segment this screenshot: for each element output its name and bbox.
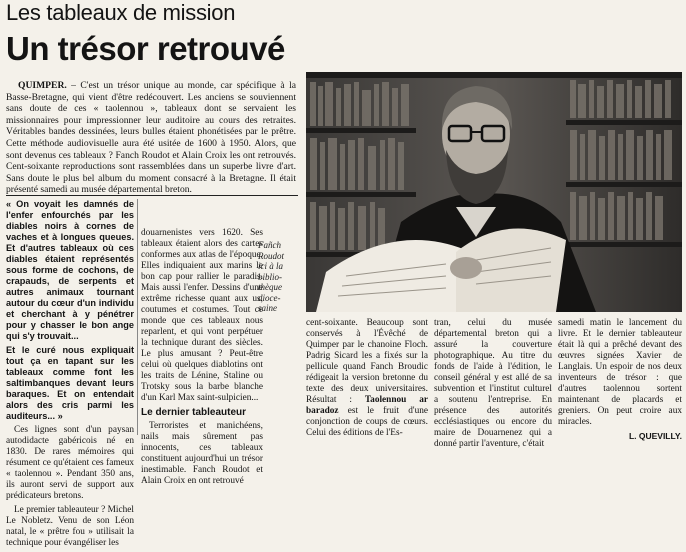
byline: L. QUEVILLY.: [628, 431, 682, 441]
photo-credit: [258, 240, 306, 314]
credit-line: Fañch: [258, 240, 281, 250]
column-5: [558, 318, 682, 445]
lead-text: – C'est un trésor unique au monde, car spécifique à la Basse-Bretagne, qui vient d'être redécouvert. Les anciens se souviennent sans doute de ces « taolennou », tableaux dont se servaient les missionnaires pour impressionner leur auditoire au cours des retraites. Véritables bandes dessinées, leurs bulles étaient phonétisées par le prêtre. Cette méthode audiovisuelle aura été usitée de 1600 à 1950. Alors, que sont devenus ces tableaux ? Fanch Roudot et Alain Croix les ont retrouvés. Cent-soixante reproductions sont rassemblées dans un superbe livre d'art. Sans doute le plus bel album du moment consacré à la Bretagne. Il était présenté samedi au musée départemental breton.: [6, 80, 296, 196]
photo-man-with-book: [306, 72, 682, 312]
credit-line: thèque: [258, 282, 282, 292]
lead-rule: [6, 195, 298, 196]
credit-line: dioce-: [258, 292, 281, 303]
lead-paragraph: [6, 80, 296, 196]
col3-text: est le fruit d'une conjonction de coups de cœurs. Celui des éditions de l'Es-: [306, 406, 428, 438]
col1-paragraph-2: Le premier tableauteur ? Michel Le Nobletz. Venu de son Léon natal, le « prêtre fou » utilisait la technique pour évangéliser les: [6, 505, 134, 548]
column-divider: [137, 199, 138, 435]
credit-line: Roudot: [258, 250, 284, 261]
col2-paragraph-2: Terroristes et manichéens, nails mais sûrement pas innocents, ces tableaux constituent aujourd'hui un trésor inestimable. Fanch Roudot et Alain Croix en ont retrouvé: [141, 421, 263, 486]
column-4: [434, 318, 552, 453]
subhead: Le dernier tableauteur: [141, 407, 247, 418]
column-1: [6, 199, 134, 552]
credit-line: saine: [258, 303, 277, 313]
column-2: [141, 228, 263, 490]
column-3: [306, 318, 428, 442]
col5-paragraph-1: samedi matin le lancement du livre. Et le dernier tableauteur était là qui a prêché devant des œuvres signées Xavier de Langlais. Un espoir de nos deux inventeurs de trésor : que d'autres taolennou sortent maintenant de placards et greniers. On peut croire aux miracles.: [558, 318, 682, 427]
kicker: Les tableaux de mission: [6, 0, 236, 25]
col2-paragraph-1: douarnenistes vers 1620. Ses tableaux étaient alors des cartes conformes aux atlas de l'époque. Elles indiquaient aux marins le bon cap pour rallier le paradis. Mais aussi l'enfer. Dessins d'une extrême richesse quant aux us, coutumes et costumes. Tout ce monde que ces tableaux nous reparlent, et qui vont perpétuer la technique durant des siècles. Le plus amusant ? Peut-être celui où quelques diablotins ont les traits de Lénine, Staline ou Trotsky sous la barbe blanche d'un Karl Max saint-sulpicien...: [141, 228, 263, 403]
col1-paragraph-1: Ces lignes sont d'un paysan autodidacte gabéricois né en 1830. De rares mémoires qui résument ce qu'étaient ces fameux « taolennou ». Pendant 350 ans, ils auront servi de support aux prédicateurs bretons.: [6, 425, 134, 501]
credit-line: biblio-: [258, 271, 282, 282]
photo-illustration: [306, 72, 682, 312]
pull-quote-2: Et le curé nous expliquait tout ça en tapant sur les tableaux comme font les saltimbanques devant leurs baraques. Et on entendait alors des cris parmi les auditeurs... »: [6, 345, 134, 421]
credit-line: ici à la: [258, 261, 283, 271]
headline: Un trésor retrouvé: [6, 30, 285, 67]
col3-text: cent-soixante. Beaucoup sont conservés à l'Évêché de Quimper par le chanoine Floch. Padrig Sicard les a fixés sur la pellicule quand Fanch Broudic rédigeait la version bretonne du texte des deux universitaires. Résultat :: [306, 318, 428, 405]
lead-place: QUIMPER.: [18, 80, 67, 91]
col3-paragraph-1: [306, 318, 428, 439]
col4-paragraph-1: tran, celui du musée départemental breton qui a assuré la couverture photographique. Au titre du fonds de l'aide à l'édition, le conseil général y est allé de sa subvention et l'institut culturel a soutenu l'entreprise. En présence des autorités ecclésiastiques ou encore du maire de Douarnenez qui a donné partir l'aventure, c'était: [434, 318, 552, 449]
book-title: Taolennou ar baradoz: [306, 395, 428, 416]
pull-quote-1: « On voyait les damnés de l'enfer enfourchés par les diables noirs à cornes de vaches et à longues queues. Et d'autres tableaux où ces diables étaient représentés sous forme de cochons, de crapauds, de serpents et autres animaux tournant autour du cœur d'un individu et cherchant à y pénétrer pour y chasser le bon ange qui s'y trouvait...: [6, 199, 134, 341]
